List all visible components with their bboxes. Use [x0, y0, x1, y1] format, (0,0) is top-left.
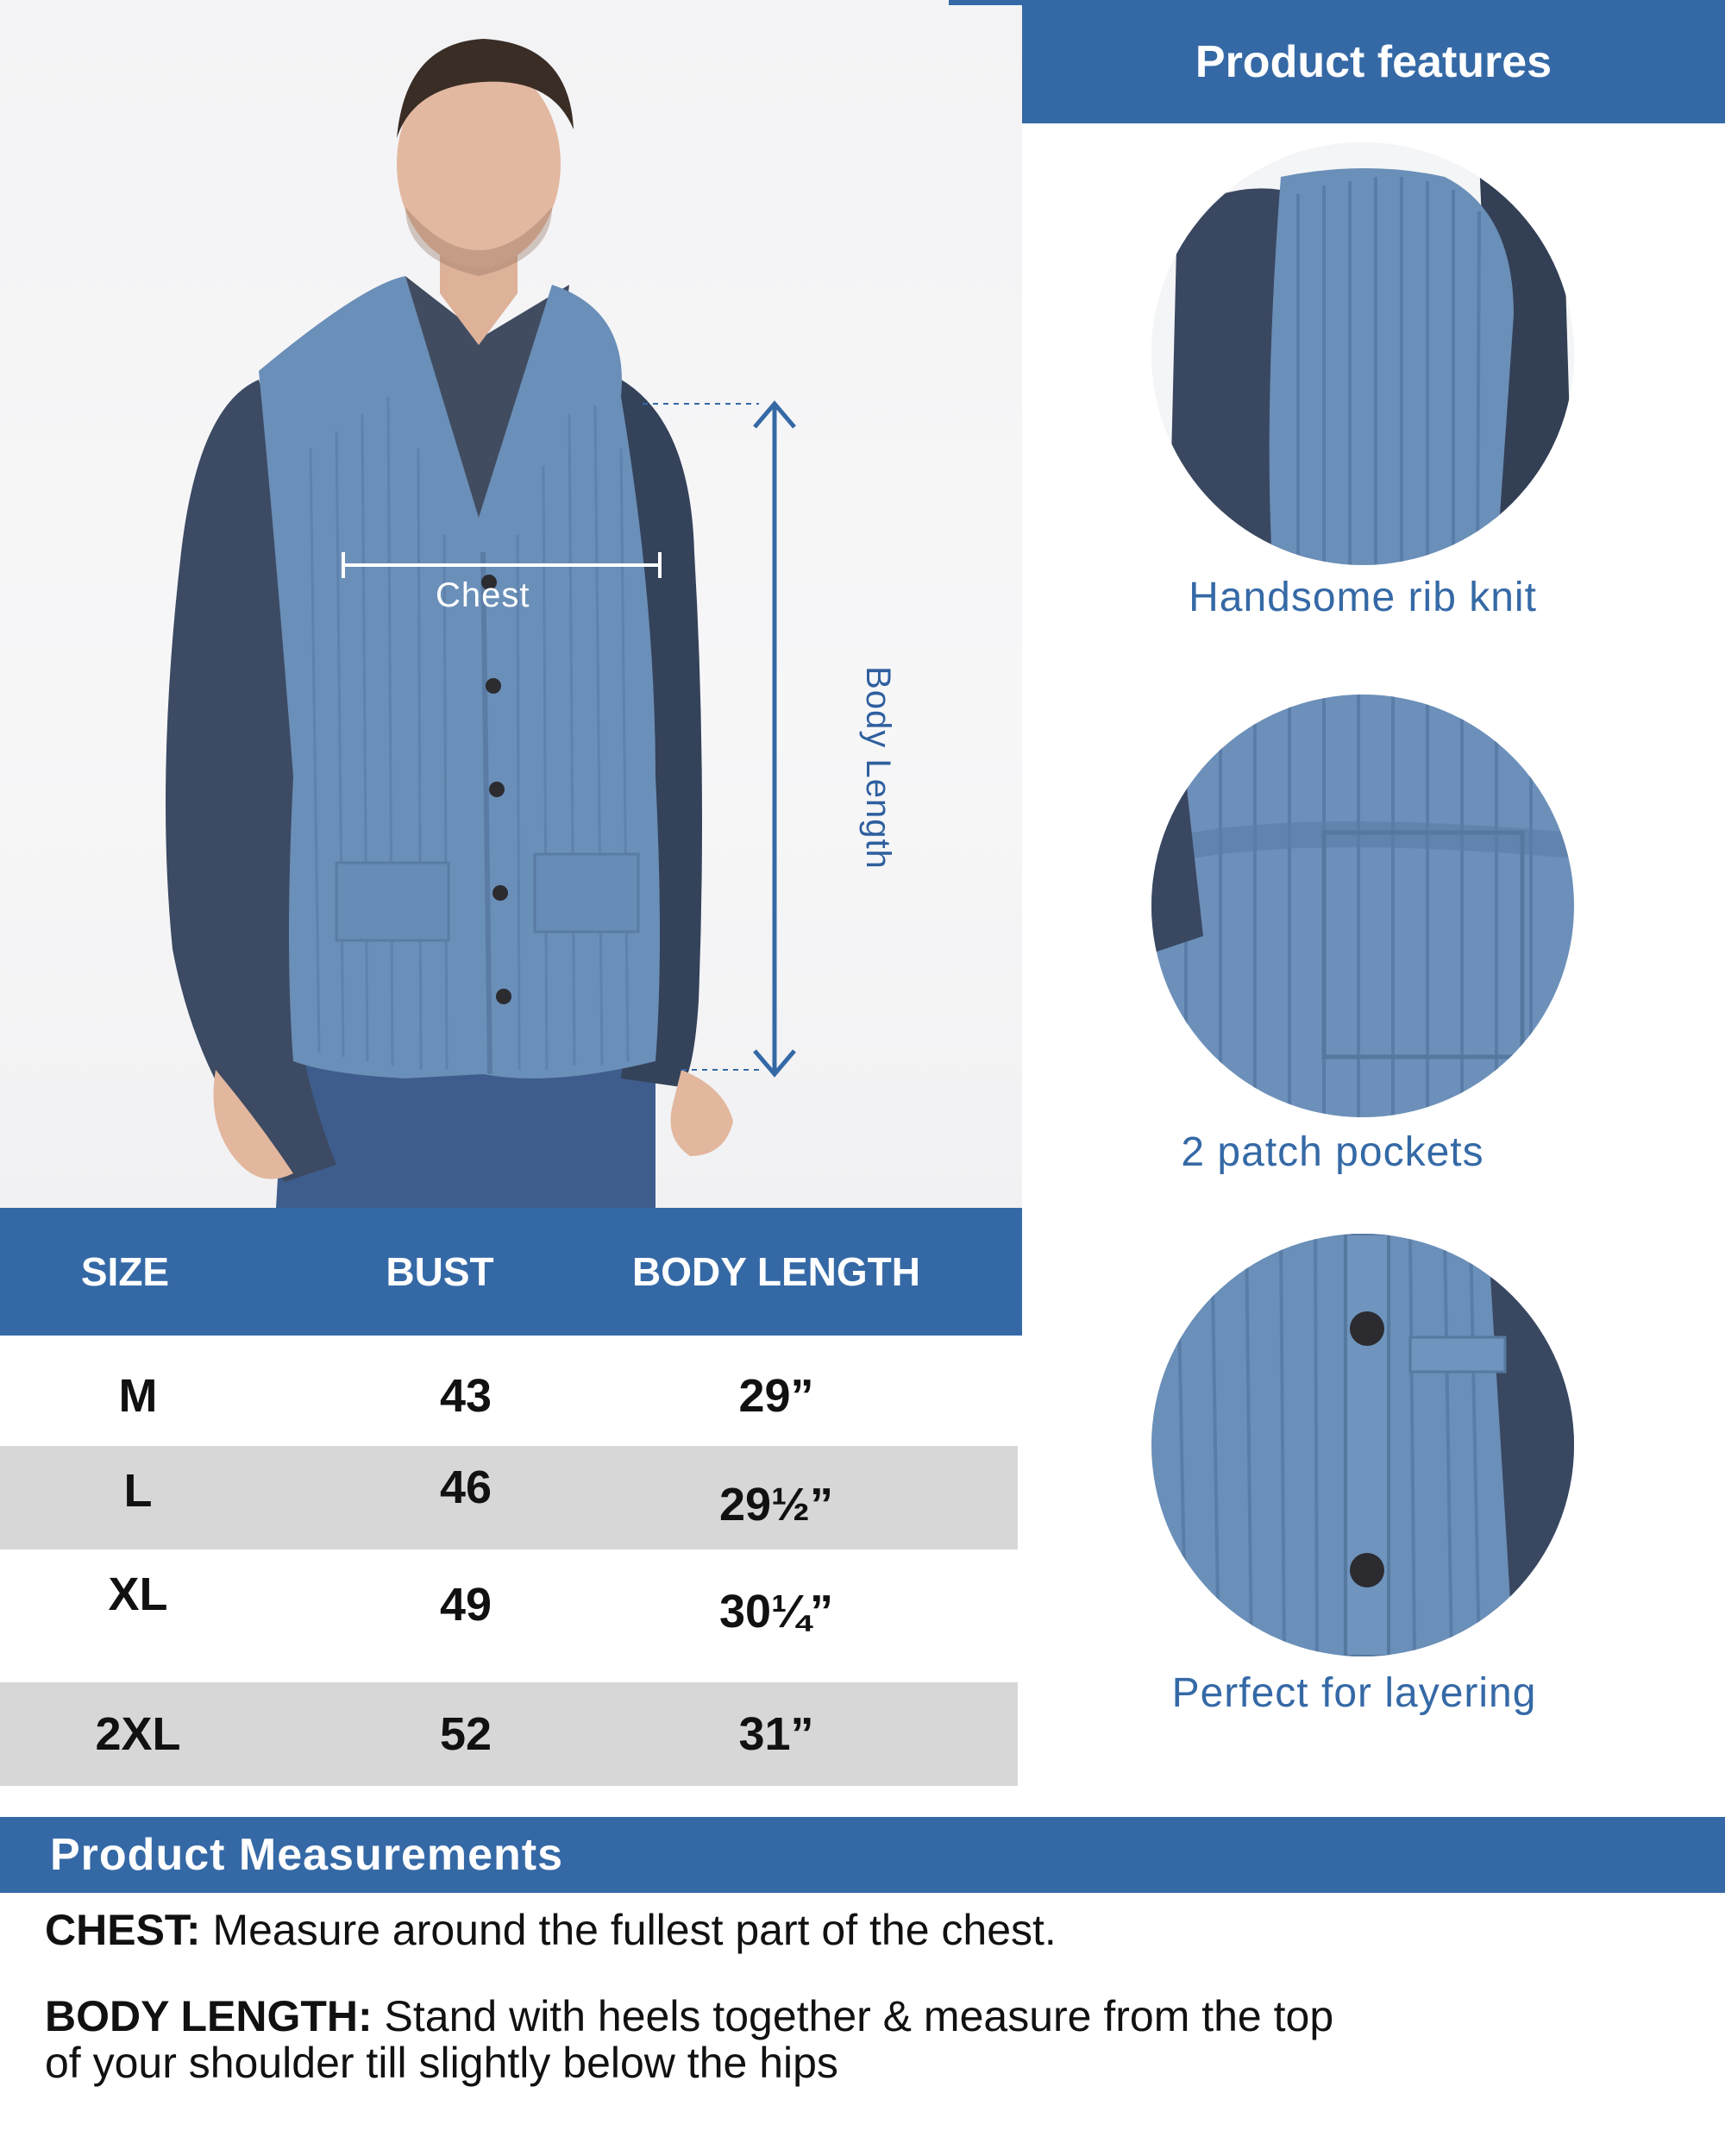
cell-size: L — [123, 1465, 153, 1517]
cell-size: 2XL — [95, 1708, 181, 1760]
chest-instruction — [45, 1907, 1684, 1953]
cell-body-length: 29½” — [718, 1479, 834, 1531]
column-header-bust: BUST — [386, 1249, 494, 1294]
measurements-header: Product Measurements — [0, 1817, 1725, 1893]
body-length-instruction — [45, 1993, 1684, 2040]
column-header-body-length: BODY LENGTH — [632, 1249, 920, 1294]
cell-bust: 49 — [439, 1579, 492, 1631]
cell-size: XL — [108, 1568, 168, 1620]
table-row — [0, 1344, 1018, 1448]
cell-bust: 46 — [439, 1461, 492, 1513]
cell-bust: 43 — [439, 1370, 492, 1422]
features-header: Product features — [1022, 0, 1725, 123]
body-length-text: Stand with heels together & measure from the top — [372, 1992, 1334, 2040]
chest-text: Measure around the fullest part of the chest. — [200, 1906, 1057, 1954]
cell-body-length: 30¼” — [718, 1586, 834, 1637]
table-row — [0, 1682, 1018, 1786]
table-row — [0, 1446, 1018, 1549]
pocket-closeup-icon — [1151, 695, 1574, 1117]
column-header-size: SIZE — [80, 1249, 170, 1294]
size-table-header — [0, 1208, 1022, 1336]
chest-label: Chest — [436, 576, 530, 614]
cell-bust: 52 — [439, 1708, 492, 1760]
button-placket-closeup-icon — [1151, 1234, 1574, 1656]
feature-caption-patch-pockets: 2 patch pockets — [1181, 1129, 1484, 1175]
model-photo — [0, 0, 1022, 1208]
rib-knit-closeup-icon — [1151, 142, 1574, 565]
cell-body-length: 31” — [738, 1708, 814, 1760]
body-length-term: BODY LENGTH: — [45, 1992, 373, 2040]
body-length-instruction-continued: of your shoulder till slightly below the hips — [45, 2039, 838, 2087]
cell-body-length: 29” — [738, 1370, 814, 1422]
features-header-accent — [949, 0, 1022, 5]
table-row — [0, 1553, 1018, 1656]
chest-term: CHEST: — [45, 1906, 201, 1954]
feature-caption-layering: Perfect for layering — [1171, 1670, 1537, 1716]
feature-caption-rib-knit: Handsome rib knit — [1189, 575, 1537, 620]
body-length-label: Body Length — [859, 666, 897, 870]
cell-size: M — [118, 1370, 158, 1422]
